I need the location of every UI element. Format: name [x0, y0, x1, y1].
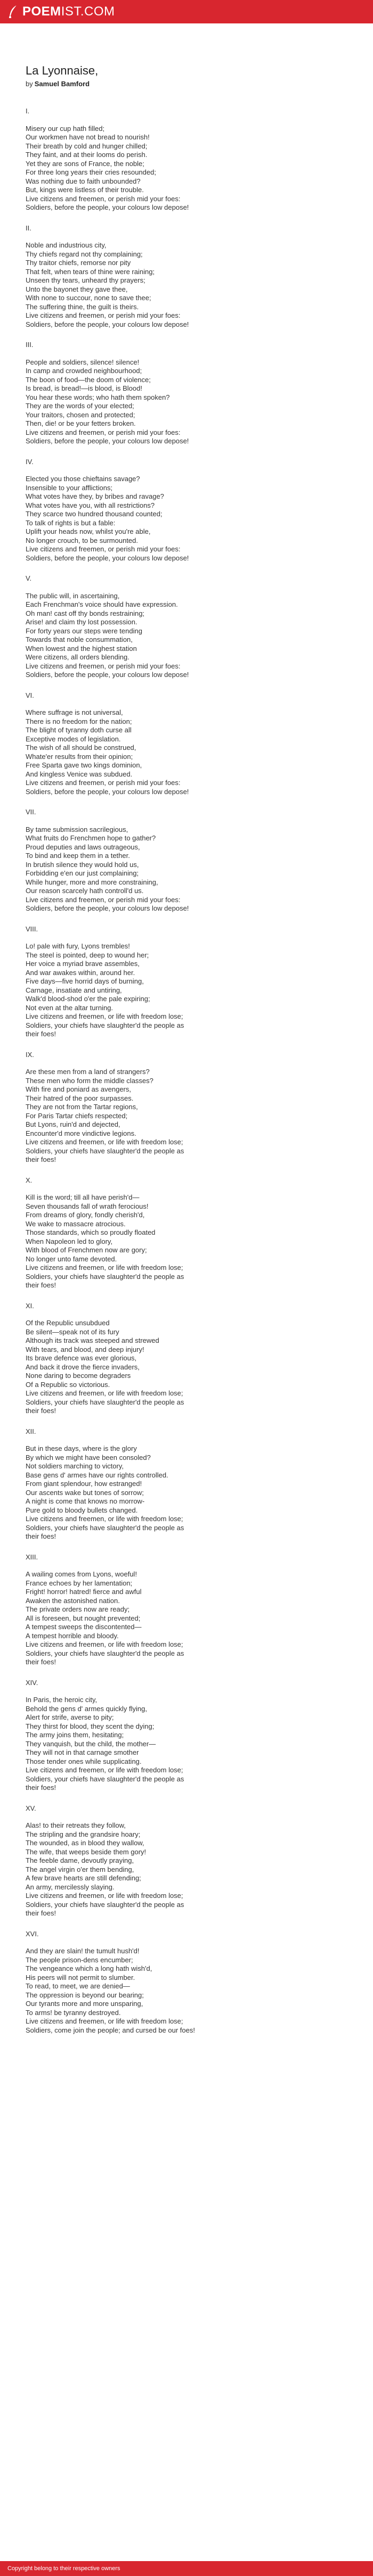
stanza: [26, 925, 356, 1039]
poem-line: To arms! be tyranny destroyed.: [26, 2008, 121, 2017]
poem-line: All is foreseen, but nought prevented;: [26, 1614, 141, 1622]
poem-line: With fire and poniard as avengers,: [26, 1085, 131, 1093]
poem-line: Carnage, insatiate and untiring,: [26, 986, 122, 994]
poem-line: Those tender ones while supplicating.: [26, 1757, 142, 1765]
poem-line: Awaken the astonished nation.: [26, 1596, 120, 1605]
poem-line: The private orders now are ready;: [26, 1605, 130, 1613]
poem-line: Our tyrants more and more unsparing,: [26, 2000, 143, 2008]
poem-byline: [26, 80, 356, 88]
poem-line: Soldiers, before the people, your colours low depose!: [26, 320, 189, 328]
poem-line: For Paris Tartar chiefs respected;: [26, 1111, 128, 1120]
poem-line: their foes!: [26, 1658, 56, 1666]
poem-line: But, kings were listless of their trouble.: [26, 186, 144, 194]
poem-line: Lo! pale with fury, Lyons trembles!: [26, 942, 130, 950]
poem-line: For three long years their cries resounded;: [26, 168, 156, 176]
poem-line: The boon of food—the doom of violence;: [26, 375, 151, 384]
poem-line: What votes have they, by bribes and ravage?: [26, 492, 164, 500]
site-logo[interactable]: [7, 4, 115, 19]
poem-line: Our reason scarcely hath controll'd us.: [26, 887, 144, 895]
poem-line: Each Frenchman's voice should have expression.: [26, 600, 178, 608]
poem-line: While hunger, more and more constraining,: [26, 878, 158, 886]
poem-line: The public will, in ascertaining,: [26, 591, 120, 600]
poem-line: Soldiers, come join the people; and cursed be our foes!: [26, 2026, 195, 2034]
poem-line: They scarce two hundred thousand counted;: [26, 510, 163, 518]
poem-line: The blight of tyranny doth curse all: [26, 726, 132, 734]
stanza: [26, 1051, 356, 1165]
poem-line: Towards that noble consummation,: [26, 635, 133, 643]
poem-line: In camp and crowded neighbourhood;: [26, 367, 142, 375]
poem-line: Live citizens and freemen, or life with freedom lose;: [26, 1012, 183, 1020]
poem-line: Soldiers, your chiefs have slaughter'd the people as: [26, 1146, 184, 1155]
poem-line: A few brave hearts are still defending;: [26, 1874, 141, 1882]
stanza: [26, 808, 356, 913]
poem-line: Live citizens and freemen, or life with freedom lose;: [26, 1389, 183, 1397]
poem-line: Live citizens and freemen, or perish mid your foes:: [26, 662, 181, 670]
poem-line: The army joins them, hesitating;: [26, 1731, 124, 1739]
poem-line: In Paris, the heroic city,: [26, 1696, 98, 1704]
poem-line: their foes!: [26, 1784, 56, 1791]
stanza: [26, 224, 356, 329]
poem-line: Insensible to your afflictions;: [26, 483, 113, 492]
poem-line: Not even at the altar turning.: [26, 1003, 113, 1012]
poem-line: When Napoleon led to glory,: [26, 1237, 113, 1245]
stanza-numeral: XVI.: [26, 1929, 39, 1938]
poem-line: A tempest sweeps the discontented—: [26, 1623, 142, 1631]
poem-line: People and soldiers, silence! silence!: [26, 358, 140, 366]
poem-line: With blood of Frenchmen now are gory;: [26, 1246, 147, 1254]
poem-line: Soldiers, before the people, your colours low depose!: [26, 203, 189, 211]
poem-line: But in these days, where is the glory: [26, 1444, 137, 1452]
poem-line: The wife, that weeps beside them gory!: [26, 1847, 147, 1856]
poem-line: Encounter'd more vindictive legions.: [26, 1129, 136, 1137]
poem-line: Our workmen have not bread to nourish!: [26, 133, 150, 141]
poem-line: Soldiers, before the people, your colours low depose!: [26, 671, 189, 679]
poem-line: The feeble dame, devoutly praying,: [26, 1856, 134, 1864]
poem-line: The suffering thine, the guilt is theirs.: [26, 302, 139, 311]
poem-line: Thy traitor chiefs, remorse nor pity: [26, 259, 131, 267]
poem-line: Live citizens and freemen, or life with freedom lose;: [26, 1766, 183, 1774]
stanza-numeral: VIII.: [26, 924, 38, 933]
poem-line: Then, die! or be your fetters broken.: [26, 419, 136, 427]
poem-line: Soldiers, before the people, your colours low depose!: [26, 554, 189, 562]
poem-line: There is no freedom for the nation;: [26, 717, 132, 725]
poem-line: And they are slain! the tumult hush'd!: [26, 1947, 140, 1955]
poem-line: To talk of rights is but a fable:: [26, 518, 116, 527]
poem-line: You hear these words; who hath them spoken?: [26, 393, 170, 401]
poem-line: Soldiers, your chiefs have slaughter'd the people as: [26, 1774, 184, 1783]
poem-line: Noble and industrious city,: [26, 241, 107, 249]
stanza-numeral: III.: [26, 341, 34, 349]
brand-name-bold: POEM: [22, 4, 61, 19]
poem-line: They thirst for blood, they scent the dying;: [26, 1722, 155, 1730]
stanza-numeral: VI.: [26, 691, 34, 699]
poem-line: Walk'd blood-shod o'er the pale expiring;: [26, 995, 150, 1003]
poem-line: They will not in that carnage smother: [26, 1748, 139, 1756]
poem-line: They are the words of your elected;: [26, 402, 134, 410]
poem-line: Soldiers, before the people, your colours low depose!: [26, 904, 189, 912]
brand-name-light: IST.COM: [61, 4, 115, 19]
poem-line: Soldiers, your chiefs have slaughter'd the people as: [26, 1272, 184, 1281]
poem-line: From dreams of glory, fondly cherish'd,: [26, 1211, 145, 1219]
poem-line: Soldiers, your chiefs have slaughter'd the people as: [26, 1523, 184, 1532]
poem-line: The angel virgin o'er them bending,: [26, 1865, 134, 1873]
poem-line: Soldiers, before the people, your colours low depose!: [26, 787, 189, 796]
poem-line: Live citizens and freemen, or perish mid your foes:: [26, 545, 181, 553]
poem-line: Base gens d' armes have our rights controlled.: [26, 1471, 168, 1479]
poem-line: These men who form the middle classes?: [26, 1076, 153, 1085]
poem-line: Live citizens and freemen, or life with freedom lose;: [26, 1892, 183, 1900]
poem-line: With none to succour, none to save thee;: [26, 294, 151, 302]
poem-line: Five days—five horrid days of burning,: [26, 977, 144, 985]
poem-line: Whate'er results from their opinion;: [26, 752, 133, 761]
poem-line: Soldiers, your chiefs have slaughter'd the people as: [26, 1021, 184, 1029]
poem-line: Where suffrage is not universal,: [26, 708, 123, 716]
poem-line: Kill is the word; till all have perish'd—: [26, 1193, 140, 1201]
poem-line: The people prison-dens encumber;: [26, 1955, 133, 1964]
stanza-numeral: XIV.: [26, 1678, 38, 1687]
poem-line: A night is come that knows no morrow-: [26, 1497, 145, 1505]
stanza: [26, 1176, 356, 1290]
poem-line: Their breath by cold and hunger chilled;: [26, 142, 148, 150]
poem-line: Be silent—speak not of its fury: [26, 1327, 119, 1336]
poem-line: Soldiers, your chiefs have slaughter'd the people as: [26, 1900, 184, 1909]
poem-line: Unto the bayonet they gave thee,: [26, 285, 128, 293]
stanza-numeral: XV.: [26, 1804, 36, 1812]
poem-line: Soldiers, your chiefs have slaughter'd the people as: [26, 1649, 184, 1657]
poem-line: The oppression is beyond our bearing;: [26, 1991, 144, 1999]
poem-line: They vanquish, but the child, the mother—: [26, 1739, 156, 1748]
site-footer: [0, 2561, 373, 2576]
poem-line: Exceptive modes of legislation.: [26, 734, 121, 743]
poem-line: And back it drove the fierce invaders,: [26, 1363, 140, 1371]
stanza: [26, 1427, 356, 1541]
stanza: [26, 691, 356, 797]
poem-line: Of a Republic so victorious.: [26, 1380, 110, 1389]
poem-line: The wish of all should be construed,: [26, 744, 136, 752]
poem-line: For forty years our steps were tending: [26, 626, 142, 635]
poem-line: By which we might have been consoled?: [26, 1453, 151, 1462]
stanza: [26, 574, 356, 680]
poem-line: The steel is pointed, deep to wound her;: [26, 951, 149, 959]
poem-line: Behold the gens d' armes quickly flying,: [26, 1704, 147, 1713]
poem-line: Our ascents wake but tones of sorrow;: [26, 1488, 144, 1497]
poem-line: Live citizens and freemen, or perish mid your foes:: [26, 311, 181, 319]
poem-line: Proud deputies and laws outrageous,: [26, 843, 140, 851]
stanza-numeral: XI.: [26, 1301, 34, 1310]
poem-line: Elected you those chieftains savage?: [26, 475, 140, 483]
poem-line: They faint, and at their looms do perish.: [26, 151, 148, 159]
poem-line: Arise! and claim thy lost possession.: [26, 618, 137, 626]
poem-line: A tempest horrible and bloody.: [26, 1631, 119, 1640]
poem-line: their foes!: [26, 1155, 56, 1163]
author-link[interactable]: Samuel Bamford: [34, 80, 90, 88]
stanza-numeral: IV.: [26, 457, 34, 466]
poem-container: [26, 64, 356, 2046]
poem-line: An army, mercilessly slaying.: [26, 1883, 115, 1891]
poem-line: their foes!: [26, 1030, 56, 1038]
poem-line: They are not from the Tartar regions,: [26, 1103, 138, 1111]
poem-line: Soldiers, before the people, your colours low depose!: [26, 437, 189, 445]
poem-line: The wounded, as in blood they wallow,: [26, 1839, 144, 1847]
poem-line: Her voice a myriad brave assembles,: [26, 960, 140, 968]
poem-line: their foes!: [26, 1909, 56, 1917]
stanza-numeral: VII.: [26, 808, 36, 816]
poem-line: Uplift your heads now, whilst you're able,: [26, 527, 151, 535]
stanza-numeral: II.: [26, 224, 31, 232]
stanza: [26, 1302, 356, 1416]
stanza-numeral: IX.: [26, 1050, 34, 1059]
poem-line: The vengeance which a long hath wish'd,: [26, 1964, 152, 1972]
poem-line: their foes!: [26, 1532, 56, 1540]
brand-name: [22, 4, 115, 19]
poem-line: their foes!: [26, 1407, 56, 1415]
poem-line: Were citizens, all orders blending.: [26, 653, 129, 661]
poem-line: But Lyons, ruin'd and dejected,: [26, 1120, 120, 1128]
poem-line: Fright! horror! hatred! fierce and awful: [26, 1588, 142, 1596]
poem-line: Free Sparta gave two kings dominion,: [26, 761, 142, 769]
poem-line: His peers will not permit to slumber.: [26, 1973, 135, 1981]
poem-line: Is bread, is bread!—is blood, is Blood!: [26, 384, 142, 392]
poem-line: A wailing comes from Lyons, woeful!: [26, 1570, 137, 1578]
poem-line: Thy chiefs regard not thy complaining;: [26, 250, 143, 258]
stanza: [26, 1930, 356, 2035]
poem-line: No longer unto fame devoted.: [26, 1254, 117, 1263]
poem-line: Alas! to their retreats they follow,: [26, 1821, 126, 1829]
poem-line: Was nothing due to faith unbounded?: [26, 177, 141, 185]
poem-line: And kingless Venice was subdued.: [26, 770, 133, 778]
stanza: [26, 107, 356, 212]
stanza: [26, 458, 356, 563]
poem-line: Those standards, which so proudly floated: [26, 1228, 156, 1236]
by-label: by: [26, 80, 33, 88]
stanza-numeral: I.: [26, 107, 30, 115]
poem-line: Not soldiers marching to victory,: [26, 1462, 124, 1470]
poem-line: And war awakes within, around her.: [26, 968, 135, 977]
stanza-numeral: X.: [26, 1176, 33, 1184]
poem-line: Pure gold to bloody bullets changed.: [26, 1506, 138, 1514]
stanza-numeral: XII.: [26, 1427, 36, 1435]
poem-line: To read, to meet, we are denied—: [26, 1982, 130, 1990]
poem-line: France echoes by her lamentation;: [26, 1579, 133, 1587]
poem-line: Unseen thy tears, unheard thy prayers;: [26, 276, 145, 284]
poem-line: Yet they are sons of France, the noble;: [26, 159, 144, 168]
poem-line: None daring to become degraders: [26, 1372, 131, 1380]
poem-line: Its brave defence was ever glorious,: [26, 1354, 137, 1362]
poem-line: their foes!: [26, 1281, 56, 1289]
poem-line: To bind and keep them in a tether.: [26, 852, 130, 860]
poem-body: [26, 107, 356, 2035]
poem-line: What votes have you, with all restrictions?: [26, 501, 155, 509]
quill-icon: [7, 5, 19, 19]
poem-line: Soldiers, your chiefs have slaughter'd the people as: [26, 1398, 184, 1406]
poem-line: We wake to massacre atrocious.: [26, 1219, 126, 1228]
poem-line: Live citizens and freemen, or perish mid your foes:: [26, 428, 181, 436]
poem-line: In brutish silence they would hold us,: [26, 860, 139, 869]
poem-line: Your traitors, chosen and protected;: [26, 410, 135, 419]
poem-line: Live citizens and freemen, or life with freedom lose;: [26, 1640, 183, 1648]
poem-line: Of the Republic unsubdued: [26, 1319, 110, 1327]
poem-line: Live citizens and freemen, or perish mid your foes:: [26, 194, 181, 203]
stanza-numeral: V.: [26, 574, 32, 582]
poem-line: Oh man! cast off thy bonds restraining;: [26, 609, 145, 617]
poem-line: Live citizens and freemen, or life with freedom lose;: [26, 1264, 183, 1272]
poem-line: The stripling and the grandsire hoary;: [26, 1830, 141, 1838]
poem-title: La Lyonnaise,: [26, 64, 99, 77]
stanza: [26, 1804, 356, 1918]
poem-line: What fruits do Frenchmen hope to gather?: [26, 834, 156, 842]
poem-line: Alert for strife, averse to pity;: [26, 1713, 114, 1721]
poem-line: Live citizens and freemen, or perish mid your foes:: [26, 779, 181, 787]
stanza: [26, 1679, 356, 1793]
poem-line: Their hatred of the poor surpasses.: [26, 1094, 134, 1102]
poem-line: Live citizens and freemen, or perish mid your foes:: [26, 895, 181, 904]
poem-line: Although its track was steeped and strewed: [26, 1336, 159, 1344]
site-header: [0, 0, 373, 23]
poem-line: Forbidding e'en our just complaining;: [26, 869, 139, 877]
stanza: [26, 341, 356, 446]
poem-line: Live citizens and freemen, or life with freedom lose;: [26, 1515, 183, 1523]
poem-line: When lowest and the highest station: [26, 644, 137, 653]
poem-line: With tears, and blood, and deep injury!: [26, 1345, 144, 1353]
poem-line: Live citizens and freemen, or life with freedom lose;: [26, 1138, 183, 1146]
poem-line: Live citizens and freemen, or life with freedom lose;: [26, 2017, 183, 2025]
poem-line: That felt, when tears of thine were raining;: [26, 267, 155, 276]
copyright-text: Copyright belong to their respective owners: [7, 2565, 120, 2572]
poem-line: Misery our cup hath filled;: [26, 124, 105, 133]
poem-line: Are these men from a land of strangers?: [26, 1068, 150, 1076]
poem-line: From giant splendour, how estranged!: [26, 1480, 142, 1488]
stanza-numeral: XIII.: [26, 1553, 38, 1561]
poem-line: By tame submission sacrilegious,: [26, 825, 128, 833]
poem-line: No longer crouch, to be surmounted.: [26, 536, 139, 544]
poem-line: Seven thousands fall of wrath ferocious!: [26, 1202, 149, 1210]
stanza: [26, 1553, 356, 1667]
